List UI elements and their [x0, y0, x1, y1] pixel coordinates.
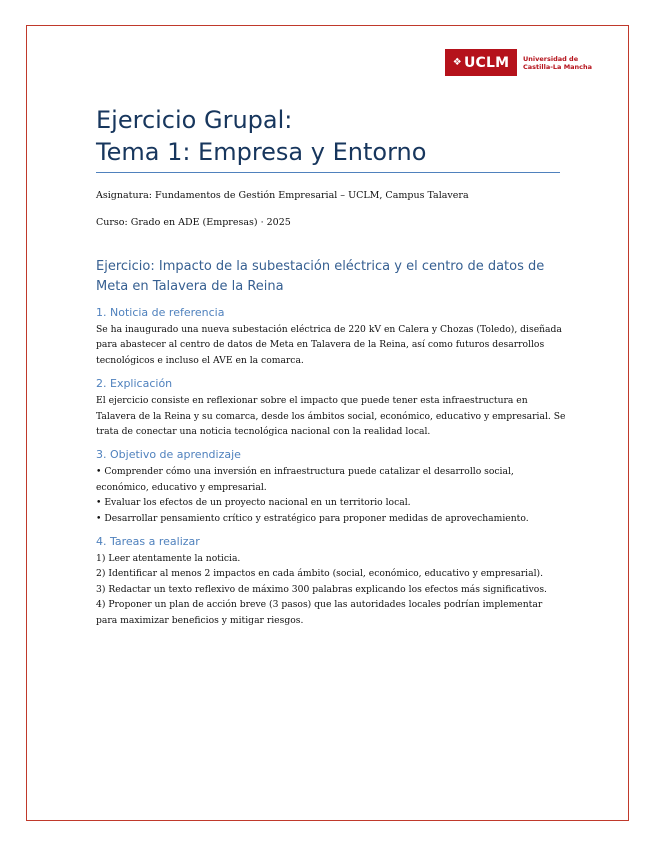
course-line: Curso: Grado en ADE (Empresas) · 2025: [96, 217, 291, 228]
title-divider: [96, 172, 560, 173]
objective-heading: 3. Objetivo de aprendizaje: [96, 448, 241, 462]
tasks-heading: 4. Tareas a realizar: [96, 535, 200, 549]
title-line1: Ejercicio Grupal:: [96, 106, 293, 134]
objective-list: [96, 464, 566, 526]
tasks-list: [96, 551, 566, 628]
list-item: 2) Identificar al menos 2 impactos en cada ámbito (social, económico, educativo y empresarial).: [96, 568, 544, 580]
subject-line: Asignatura: Fundamentos de Gestión Empresarial – UCLM, Campus Talavera: [96, 190, 469, 201]
logo-acronym: UCLM: [463, 54, 510, 71]
list-item: 4) Proponer un plan de acción breve (3 pasos) que las autoridades locales podrían implementar para maximizar beneficios y mitigar riesgos.: [96, 599, 543, 626]
news-text: Se ha inaugurado una nueva subestación eléctrica de 220 kV en Calera y Chozas (Toledo), diseñada para abastecer al centro de datos de Meta en Talavera de la Reina, así como futuros desarrollos tecnológicos e incluso el AVE en la comarca.: [96, 324, 562, 366]
page-title: [96, 104, 566, 168]
logo-name-line1: Universidad de: [523, 54, 579, 63]
title-line2: Tema 1: Empresa y Entorno: [96, 138, 427, 166]
logo-text: [523, 55, 592, 71]
logo-mark-icon: ❖: [452, 57, 462, 68]
uclm-logo: [445, 49, 592, 76]
list-item: 1) Leer atentamente la noticia.: [96, 553, 241, 565]
list-item: • Comprender cómo una inversión en infraestructura puede catalizar el desarrollo social, económico, educativo y empresarial.: [96, 466, 514, 493]
list-item: 3) Redactar un texto reflexivo de máximo 300 palabras explicando los efectos más significativos.: [96, 583, 547, 595]
explanation-heading: 2. Explicación: [96, 377, 173, 391]
news-heading: 1. Noticia de referencia: [96, 306, 225, 319]
explanation-text: El ejercicio consiste en reflexionar sobre el impacto que puede tener esta infraestructura en Talavera de la Reina y su comarca, desde los ámbitos social, económico, educativo y empresarial. Se trata de conectar una noticia tecnológica nacional con la realidad local.: [96, 395, 566, 438]
list-item: • Desarrollar pensamiento crítico y estratégico para proponer medidas de aprovechamiento.: [96, 512, 529, 524]
logo-name-line2: Castilla-La Mancha: [523, 62, 593, 71]
exercise-title: Ejercicio: Impacto de la subestación eléctrica y el centro de datos de Meta en Talavera de la Reina: [96, 259, 545, 294]
logo-box: [445, 49, 517, 76]
document-body: [96, 257, 566, 637]
list-item: • Evaluar los efectos de un proyecto nacional en un territorio local.: [96, 497, 411, 509]
